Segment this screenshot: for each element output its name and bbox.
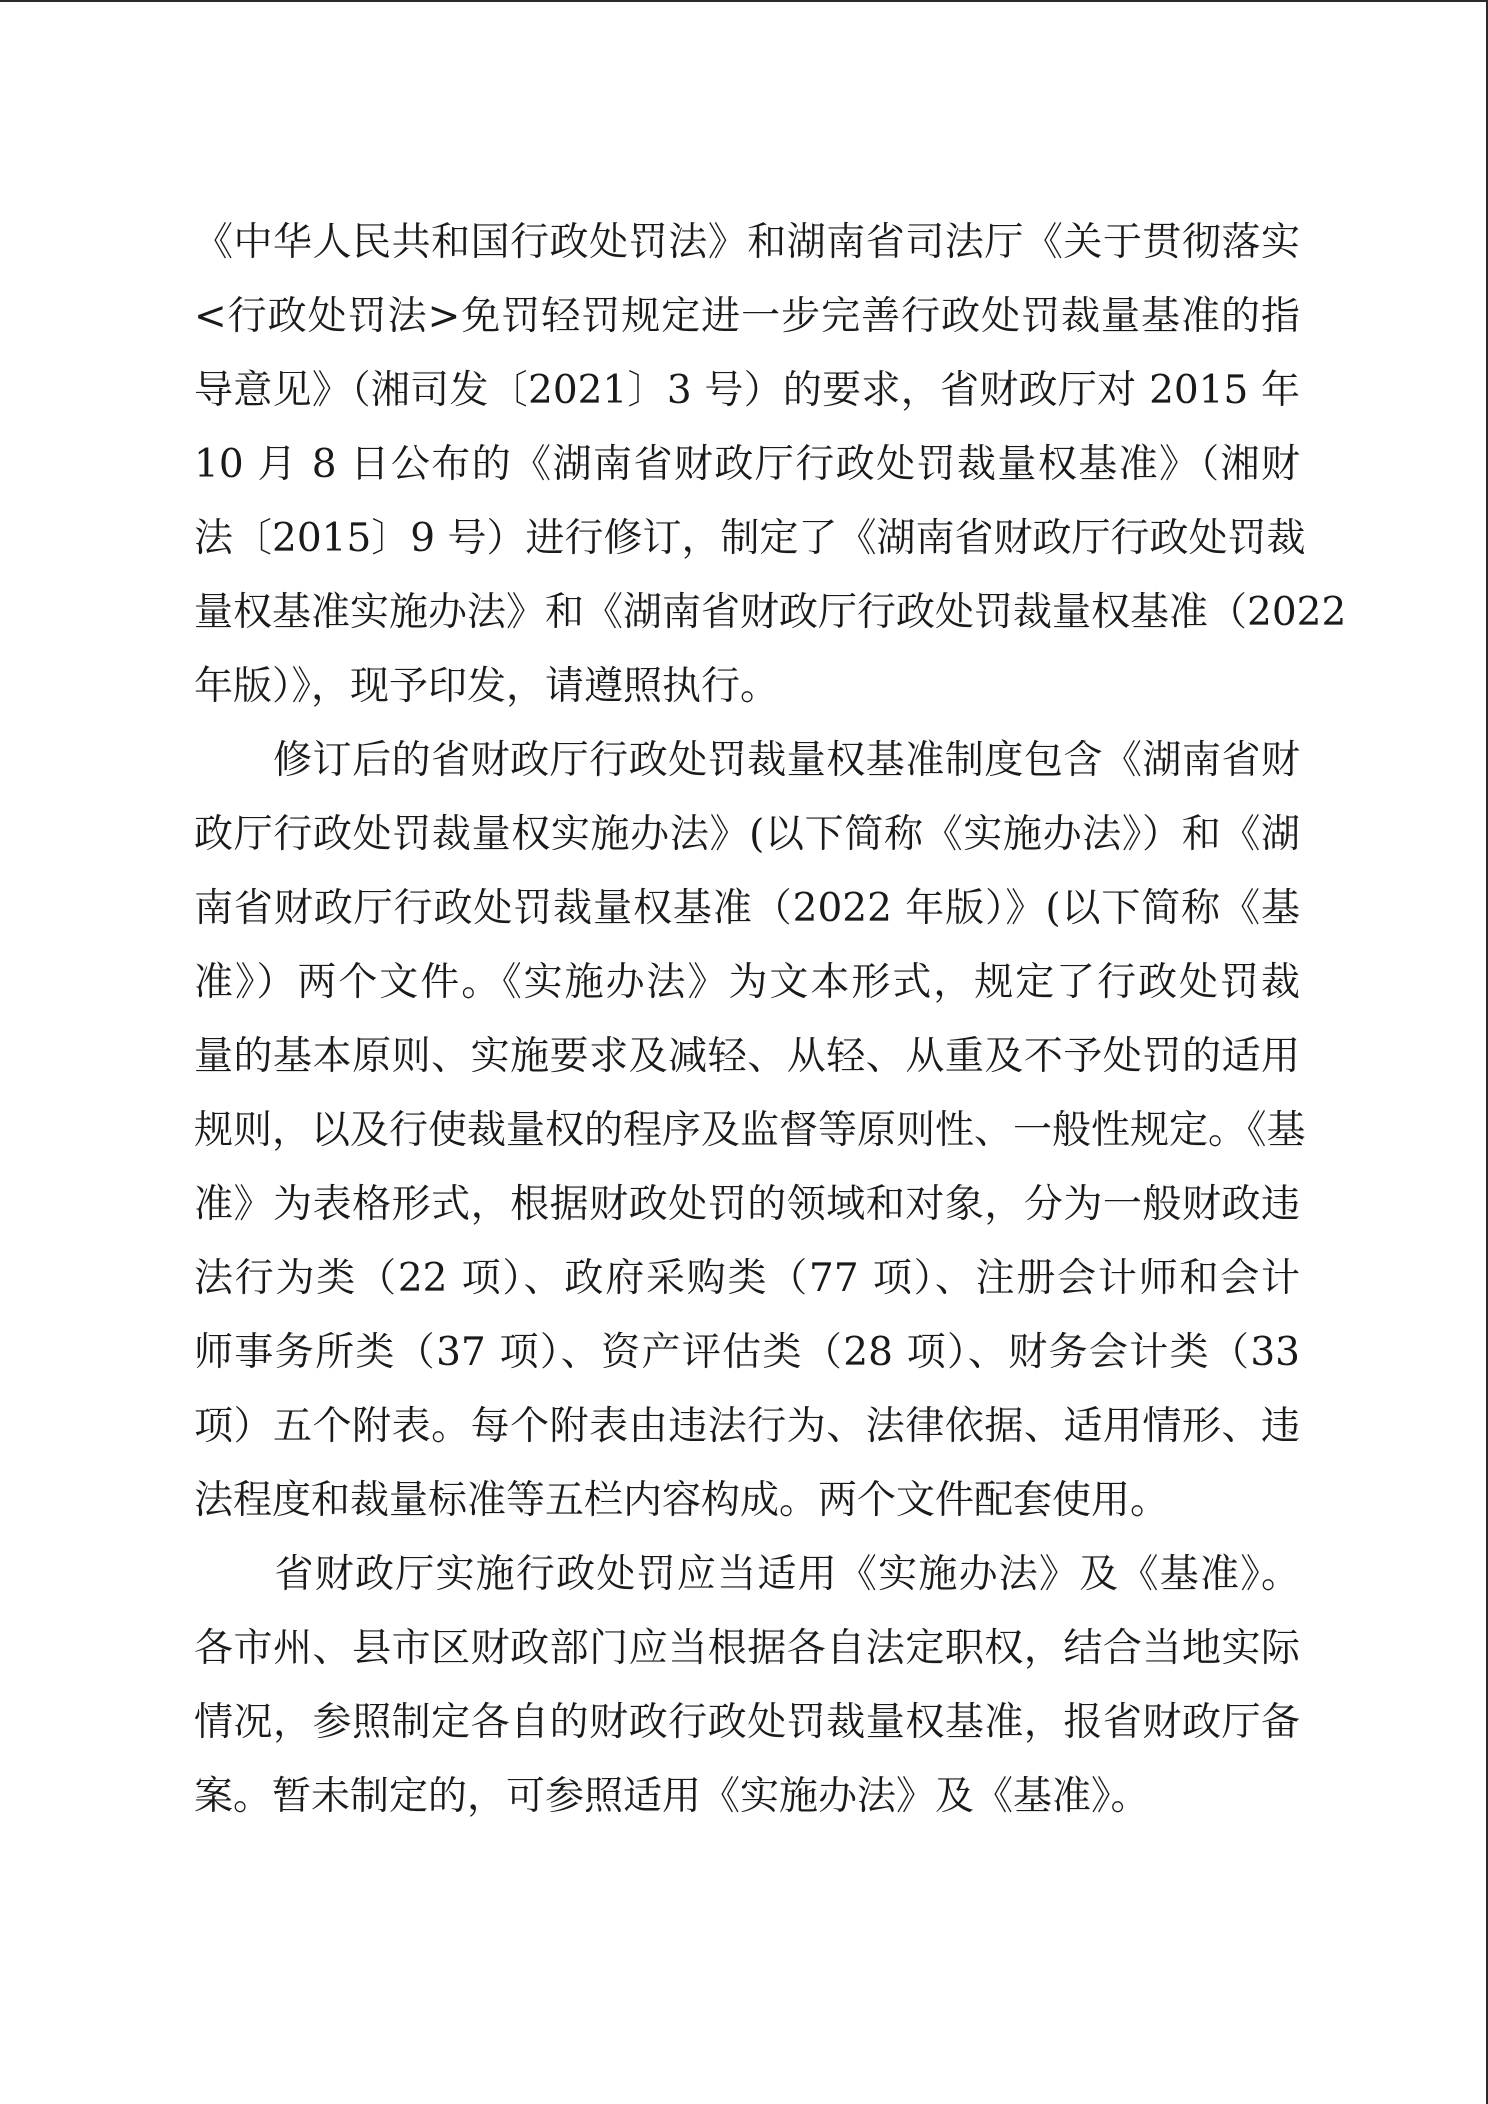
text-line: 师事务所类（37 项）、资产评估类（28 项）、财务会计类（33: [194, 1330, 1300, 1375]
text-line: 法〔2015〕9 号）进行修订，制定了《湖南省财政厅行政处罚裁: [194, 516, 1306, 561]
text-line: 项）五个附表。每个附表由违法行为、法律依据、适用情形、违: [194, 1404, 1300, 1449]
text-line: 导意见》（湘司发〔2021〕3 号）的要求，省财政厅对 2015 年: [194, 368, 1300, 413]
text-line: 《中华人民共和国行政处罚法》和湖南省司法厅《关于贯彻落实: [194, 220, 1300, 265]
text-line: 准》）两个文件。《实施办法》为文本形式，规定了行政处罚裁: [194, 960, 1300, 1005]
document-body: [194, 206, 1347, 1834]
text-line: 情况，参照制定各自的财政行政处罚裁量权基准，报省财政厅备: [194, 1700, 1300, 1745]
text-line: 案。暂未制定的，可参照适用《实施办法》及《基准》。: [194, 1774, 1150, 1819]
text-line: 法行为类（22 项）、政府采购类（77 项）、注册会计师和会计: [194, 1256, 1300, 1301]
text-line: 量的基本原则、实施要求及减轻、从轻、从重及不予处罚的适用: [194, 1034, 1300, 1079]
text-line: 法程度和裁量标准等五栏内容构成。两个文件配套使用。: [194, 1478, 1170, 1523]
text-line: 修订后的省财政厅行政处罚裁量权基准制度包含《湖南省财: [194, 738, 1300, 783]
text-line: 政厅行政处罚裁量权实施办法》(以下简称《实施办法》）和《湖: [194, 812, 1300, 857]
text-line: 南省财政厅行政处罚裁量权基准（2022 年版）》(以下简称《基: [194, 886, 1300, 931]
text-line: 年版）》，现予印发，请遵照执行。: [194, 664, 780, 709]
text-line: 各市州、县市区财政部门应当根据各自法定职权，结合当地实际: [194, 1626, 1300, 1671]
text-line: 量权基准实施办法》和《湖南省财政厅行政处罚裁量权基准（2022: [194, 590, 1347, 635]
text-line: 10 月 8 日公布的《湖南省财政厅行政处罚裁量权基准》（湘财: [194, 442, 1300, 487]
text-line: 准》为表格形式，根据财政处罚的领域和对象，分为一般财政违: [194, 1182, 1300, 1227]
text-line: 规则，以及行使裁量权的程序及监督等原则性、一般性规定。《基: [194, 1108, 1306, 1153]
paragraph-2: [194, 724, 1306, 1538]
paragraph-3: [194, 1538, 1300, 1834]
text-line: <行政处罚法>免罚轻罚规定进一步完善行政处罚裁量基准的指: [194, 294, 1300, 339]
paragraph-1: [194, 206, 1347, 724]
text-line: 省财政厅实施行政处罚应当适用《实施办法》及《基准》。: [194, 1552, 1300, 1597]
top-edge-line: [0, 0, 1488, 2]
